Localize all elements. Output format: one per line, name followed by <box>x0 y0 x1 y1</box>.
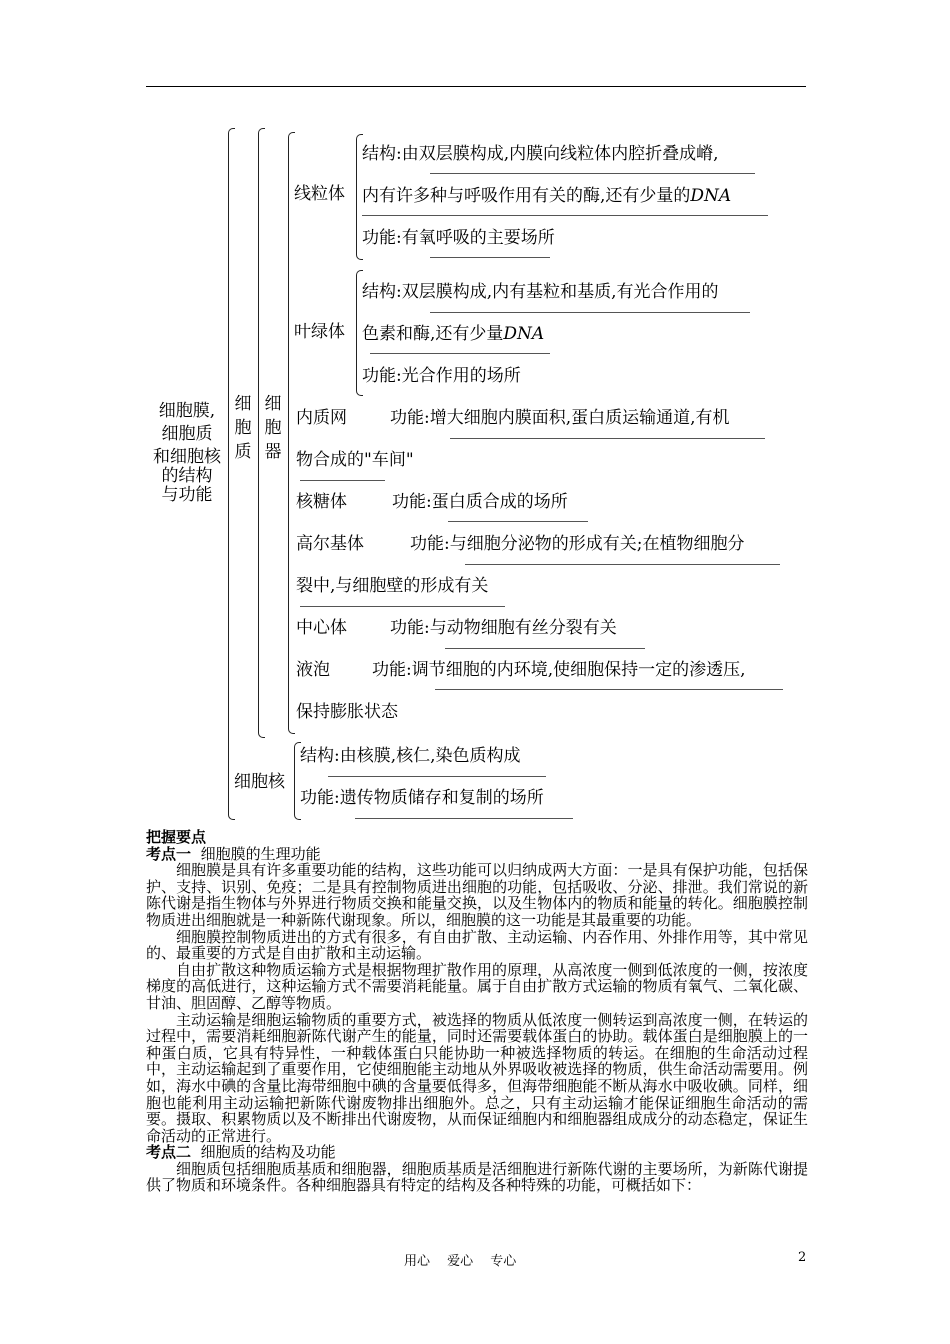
nucleus-function: 功能:遗传物质储存和复制的场所 <box>300 788 544 808</box>
point-1-label: 考点一 <box>146 844 192 863</box>
point-2-label: 考点二 <box>146 1143 192 1162</box>
point-2-heading <box>146 1144 808 1161</box>
er-function-2: 物合成的"车间" <box>296 450 414 470</box>
cytoplasm-label-text: 细胞质 <box>234 394 252 462</box>
dna-term: DNA <box>503 324 545 344</box>
answer-underline <box>355 818 573 819</box>
diagram-root <box>146 400 228 507</box>
er-name: 内质网 <box>296 408 347 428</box>
mitochondria-structure-1: 结构:由双层膜构成,内膜向线粒体内腔折叠成嵴, <box>362 144 719 164</box>
chloroplast-name: 叶绿体 <box>294 322 345 342</box>
golgi-name: 高尔基体 <box>296 534 364 554</box>
header-rule <box>146 86 806 87</box>
nucleus-name: 细胞核 <box>234 772 285 792</box>
centrosome-name: 中心体 <box>296 618 347 638</box>
dna-term: DNA <box>690 186 732 206</box>
answer-underline <box>448 521 588 522</box>
answer-underline <box>370 353 550 354</box>
root-line: 的结构 <box>161 466 213 486</box>
paragraph: 细胞膜是具有许多重要功能的结构，这些功能可以归纳成两大方面：一是具有保护功能，包括保护、支持、识别、免疫；二是具有控制物质进出细胞的功能，包括吸收、分泌、排泄。我们常说的新陈代谢是指生物体与外界进行物质交换和能量交换，以及生物体内的物质和能量的转化。细胞膜控制物质进出细胞就是一种新陈代谢现象。所以，细胞膜的这一功能是其最重要的功能。 <box>146 861 808 929</box>
answer-underline <box>430 312 750 313</box>
answer-underline <box>300 606 505 607</box>
body-text <box>146 829 808 1194</box>
point-2-title: 细胞质的结构及功能 <box>200 1143 336 1162</box>
mitochondria-function: 功能:有氧呼吸的主要场所 <box>362 228 555 248</box>
root-line: 细胞质 <box>161 424 213 444</box>
page-number: 2 <box>798 1250 807 1265</box>
mitochondria-structure-2 <box>362 186 731 206</box>
answer-underline <box>430 173 755 174</box>
organelle-brace <box>288 132 295 734</box>
mitochondria-name: 线粒体 <box>294 184 345 204</box>
point-1-title: 细胞膜的生理功能 <box>200 844 321 863</box>
section-title: 把握要点 <box>146 828 207 846</box>
cytoplasm-label <box>233 392 253 464</box>
organelle-label <box>263 392 283 464</box>
point-1-heading <box>146 846 808 863</box>
vacuole-name: 液泡 <box>296 660 330 680</box>
paragraph: 细胞膜控制物质进出的方式有很多，有自由扩散、主动运输、内吞作用、外排作用等，其中常见的、最重要的方式是自由扩散和主动运输。 <box>146 927 808 963</box>
er-function-1: 功能:增大细胞内膜面积,蛋白质运输通道,有机 <box>390 408 730 428</box>
centrosome-function: 功能:与动物细胞有丝分裂有关 <box>390 618 617 638</box>
answer-underline <box>435 689 783 690</box>
answer-underline <box>450 438 765 439</box>
ribosome-name: 核糖体 <box>296 492 347 512</box>
mitochondria-structure-2-text: 内有许多种与呼吸作用有关的酶,还有少量的 <box>362 186 691 206</box>
paragraph: 细胞质包括细胞质基质和细胞器，细胞质基质是活细胞进行新陈代谢的主要场所，为新陈代谢提供了物质和环境条件。各种细胞器具有特定的结构及各种特殊的功能，可概括如下： <box>146 1159 808 1195</box>
footer-motto: 用心 爱心 专心 <box>404 1254 517 1269</box>
chloroplast-function: 功能:光合作用的场所 <box>362 366 521 386</box>
answer-underline <box>465 564 780 565</box>
paragraph: 自由扩散这种物质运输方式是根据物理扩散作用的原理，从高浓度一侧到低浓度的一侧，按浓度梯度的高低进行，这种运输方式不需要消耗能量。属于自由扩散方式运输的物质有氧气、二氧化碳、甘油、胆固醇、乙醇等物质。 <box>146 960 808 1012</box>
nucleus-structure: 结构:由核膜,核仁,染色质构成 <box>300 746 521 766</box>
golgi-function-2: 裂中,与细胞壁的形成有关 <box>296 576 489 596</box>
ribosome-function: 功能:蛋白质合成的场所 <box>392 492 568 512</box>
root-line: 和细胞核 <box>153 447 221 467</box>
paragraph: 主动运输是细胞运输物质的重要方式，被选择的物质从低浓度一侧转运到高浓度一侧，在转运的过程中，需要消耗细胞新陈代谢产生的能量，同时还需要载体蛋白的协助。载体蛋白是细胞膜上的一种蛋白质，它具有特异性，一种载体蛋白只能协助一种被选择物质的转运。在细胞的生命活动过程中，主动运输起到了重要作用，它使细胞能主动地从外界吸收被选择的物质，供生命活动需要用。例如，海水中碘的含量比海带细胞中碘的含量要低得多，但海带细胞能不断从海水中吸收碘。同样，细胞也能利用主动运输把新陈代谢废物排出细胞外。总之，只有主动运输才能保证细胞生命活动的需要。摄取、积累物质以及不断排出代谢废物，从而保证细胞内和细胞器组成成分的动态稳定，保证生命活动的正常进行。 <box>146 1010 808 1145</box>
root-line: 与功能 <box>161 485 213 505</box>
answer-underline <box>445 648 645 649</box>
answer-underline <box>430 257 550 258</box>
vacuole-function-2: 保持膨胀状态 <box>296 702 398 722</box>
golgi-function-1: 功能:与细胞分泌物的形成有关;在植物细胞分 <box>410 534 745 554</box>
answer-underline <box>362 215 768 216</box>
root-brace <box>228 128 235 820</box>
chloroplast-structure-1: 结构:双层膜构成,内有基粒和基质,有光合作用的 <box>362 282 719 302</box>
answer-underline <box>300 480 385 481</box>
answer-underline <box>328 776 546 777</box>
chloroplast-structure-2 <box>362 324 544 344</box>
vacuole-function-1: 功能:调节细胞的内环境,使细胞保持一定的渗透压, <box>372 660 746 680</box>
chloroplast-structure-2-text: 色素和酶,还有少量 <box>362 324 504 344</box>
root-line: 细胞膜, <box>158 401 216 421</box>
organelle-label-text: 细胞器 <box>264 394 282 462</box>
